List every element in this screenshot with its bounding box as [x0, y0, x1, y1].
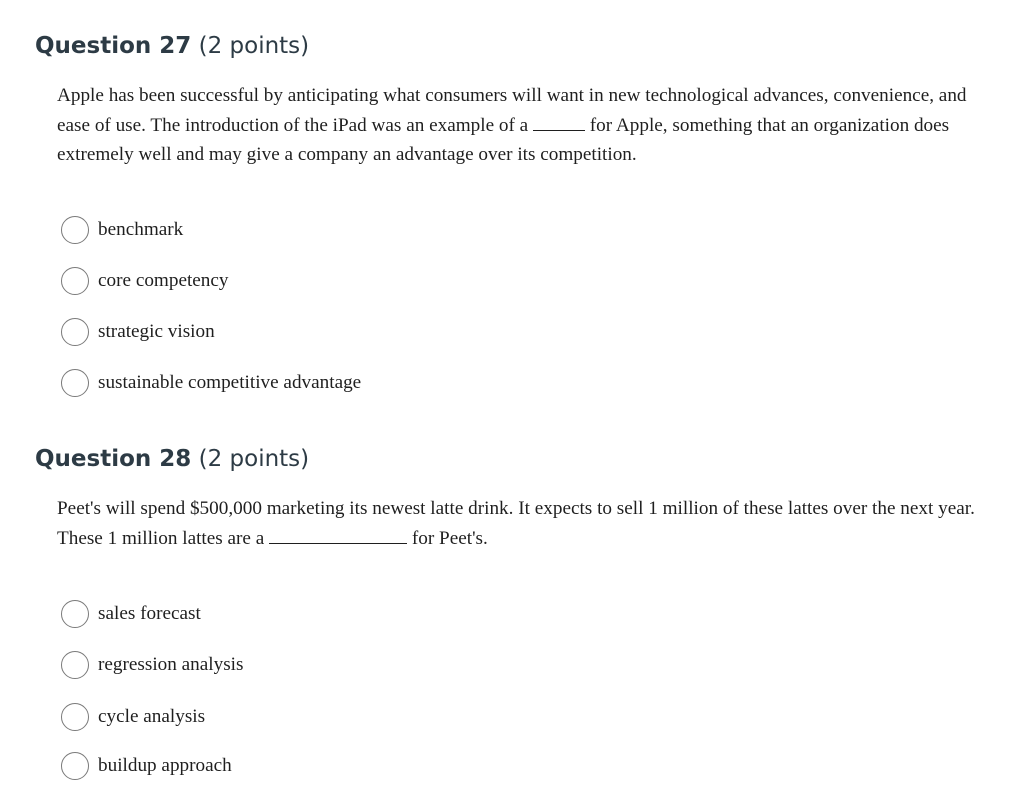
answer-option-label: buildup approach: [98, 755, 232, 776]
radio-button[interactable]: [61, 752, 89, 780]
answer-option-label: core competency: [98, 270, 229, 291]
answer-option[interactable]: [61, 649, 243, 681]
answer-option-label: sustainable competitive advantage: [98, 372, 362, 393]
radio-button[interactable]: [61, 216, 89, 244]
question-prompt: [57, 494, 997, 553]
radio-button[interactable]: [61, 651, 89, 679]
fill-in-blank: [533, 113, 585, 131]
answer-option[interactable]: [61, 750, 232, 782]
answer-option-label: cycle analysis: [98, 706, 206, 727]
answer-option-label: sales forecast: [98, 603, 201, 624]
question-prompt: [57, 81, 997, 170]
prompt-text-after-blank: for Peet's.: [407, 527, 488, 549]
radio-button[interactable]: [61, 318, 89, 346]
answer-option-label: strategic vision: [98, 321, 215, 342]
question-number: Question 28: [35, 446, 192, 472]
radio-button[interactable]: [61, 703, 89, 731]
question-header: [35, 444, 309, 474]
answer-option[interactable]: [61, 316, 215, 348]
answer-option[interactable]: [61, 598, 201, 630]
question-points: (2 points): [198, 446, 310, 472]
prompt-text-after-blank: for Apple, something that an organization does extremely well and may give a company an advantage over its competition.: [57, 114, 950, 165]
radio-button[interactable]: [61, 600, 89, 628]
prompt-text-before-blank: Apple has been successful by anticipating what consumers will want in new technological advances, convenience, and ease of use. The introduction of the iPad was an example of a: [57, 85, 967, 136]
answer-option[interactable]: [61, 701, 205, 733]
answer-option[interactable]: [61, 265, 229, 297]
radio-button[interactable]: [61, 267, 89, 295]
answer-option[interactable]: [61, 367, 361, 399]
question-points: (2 points): [198, 33, 310, 59]
radio-button[interactable]: [61, 369, 89, 397]
question-header: [35, 31, 309, 61]
fill-in-blank: [269, 526, 407, 544]
answer-option-label: benchmark: [98, 219, 184, 240]
prompt-text-before-blank: Peet's will spend $500,000 marketing its newest latte drink. It expects to sell 1 million of these lattes over the next year. These 1 million lattes are a: [57, 498, 975, 549]
question-number: Question 27: [35, 33, 192, 59]
answer-option-label: regression analysis: [98, 654, 244, 675]
answer-option[interactable]: [61, 214, 183, 246]
